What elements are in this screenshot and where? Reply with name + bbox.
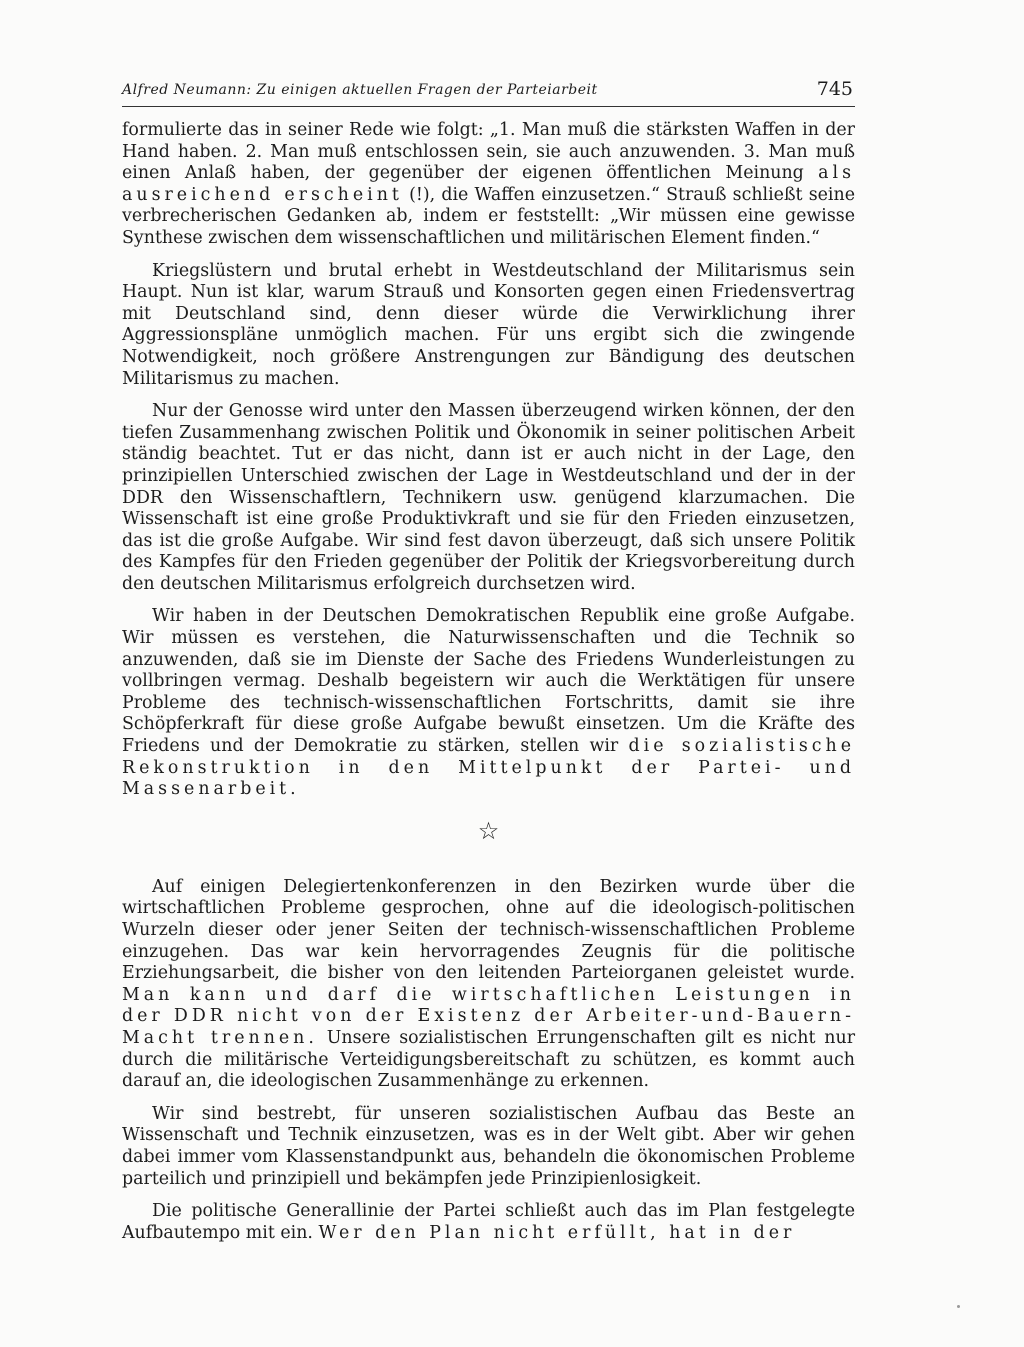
paragraph-3: Nur der Genosse wird unter den Massen überzeugend wirken können, der den tiefen Zusammenhang zwischen Politik und Ökonomik in seiner politischen Arbeit ständig beachtet. Tut er das nicht, dann ist er auch nicht in der Lage, den prinzipiellen Unterschied zwischen der Lage in Westdeutschland und der in der DDR den Wissenschaftlern, Technikern usw. genügend klarzumachen. Die Wissenschaft ist eine große Produktivkraft und sie für den Frieden einzusetzen, das ist die große Aufgabe. Wir sind fest davon überzeugt, daß sich unsere Politik des Kampfes für den Frieden gegenüber der Politik der Kriegsvorbereitung durch den deutschen Militarismus erfolgreich durchsetzen wird. <box>122 401 855 594</box>
running-head: Alfred Neumann: Zu einigen aktuellen Fragen der Parteiarbeit <box>122 82 598 98</box>
paragraph-4-text-a: Wir haben in der Deutschen Demokratischen Republik eine große Aufgabe. Wir müssen es verstehen, die Naturwissenschaften und die Technik so anzuwenden, daß sie im Dienste der Sache des Friedens Wunderleistungen zu vollbringen vermag. Deshalb begeistern wir auch die Werktätigen für unsere Probleme des technisch-wissenschaftlichen Fortschritts, damit sie ihre Schöpferkraft für diese große Aufgabe bewußt einsetzen. Um die Kräfte des Friedens und der Demokratie zu stärken, stellen wir <box>122 606 855 757</box>
page-number: 745 <box>816 78 853 100</box>
paragraph-7-emphasis: Wer den Plan nicht erfüllt, hat in der <box>318 1222 796 1243</box>
paragraph-1-text-a: formulierte das in seiner Rede wie folgt: „1. Man muß die stärksten Waffen in der Hand haben. 2. Man muß entschlossen sein, sie auch anzuwenden. 3. Man muß einen Anlaß haben, der gegenüber der eigenen öffentlichen Meinung <box>122 120 855 184</box>
paragraph-4 <box>122 606 855 800</box>
body-text <box>122 120 855 1255</box>
paragraph-5 <box>122 877 855 1093</box>
paragraph-7 <box>122 1201 855 1244</box>
paragraph-5-text-b: Unsere sozialistischen Errungenschaften gilt es nicht nur durch die militärische Verteidigungsbereitschaft zu schützen, es kommt auch darauf an, die ideologischen Zusammenhänge zu erkennen. <box>122 1027 856 1092</box>
paragraph-6: Wir sind bestrebt, für unseren sozialistischen Aufbau das Beste an Wissenschaft und Technik einzusetzen, was es in der Welt gibt. Aber wir gehen dabei immer vom Klassenstandpunkt aus, behandeln die ökonomischen Probleme parteilich und prinzipiell und bekämpfen jede Prinzipienlosigkeit. <box>122 1103 855 1189</box>
page-header <box>122 80 855 107</box>
paper-speck <box>957 1305 960 1308</box>
paragraph-1-text-b: (!), die Waffen einzusetzen.“ Strauß schließt seine verbrecherischen Gedanken ab, indem er feststellt: „Wir müssen eine gewisse Synthese zwischen dem wissenschaftlichen und militärischen Element finden.“ <box>122 184 855 248</box>
paragraph-4-emphasis: die sozialistische Rekonstruktion in den Mittelpunkt der Partei- und Massenarbeit. <box>122 736 855 800</box>
paragraph-2: Kriegslüstern und brutal erhebt in Westdeutschland der Militarismus sein Haupt. Nun ist klar, warum Strauß und Konsorten gegen einen Friedensvertrag mit Deutschland sind, denn dieser würde die Verwirklichung ihrer Aggressionspläne unmöglich machen. Für uns ergibt sich die zwingende Notwendigkeit, noch größere Anstrengungen zur Bändigung des deutschen Militarismus zu machen. <box>122 260 855 389</box>
paragraph-7-text-a: Die politische Generallinie der Partei schließt auch das im Plan festgelegte Aufbautempo mit ein. <box>122 1201 855 1243</box>
paragraph-5-text-a: Auf einigen Delegiertenkonferenzen in den Bezirken wurde über die wirtschaftlichen Probleme gesprochen, ohne auf die ideologisch-politischen Wurzeln dieser oder jener Seiten der technisch-wissenschaftlichen Probleme einzugehen. Das war kein hervorragendes Zeugnis für die politische Erziehungsarbeit, die bisher von den leitenden Parteiorganen geleistet wurde. <box>122 876 855 984</box>
paragraph-1 <box>122 120 855 250</box>
section-separator-star-icon: ☆ <box>477 816 500 845</box>
paragraph-1-emphasis: als ausreichend erscheint <box>122 163 856 205</box>
paragraph-5-emphasis: Man kann und darf die wirtschaftlichen Leistungen in der DDR nicht von der Existenz der Arbeiter-und-Bauern-Macht trennen. <box>122 984 855 1048</box>
